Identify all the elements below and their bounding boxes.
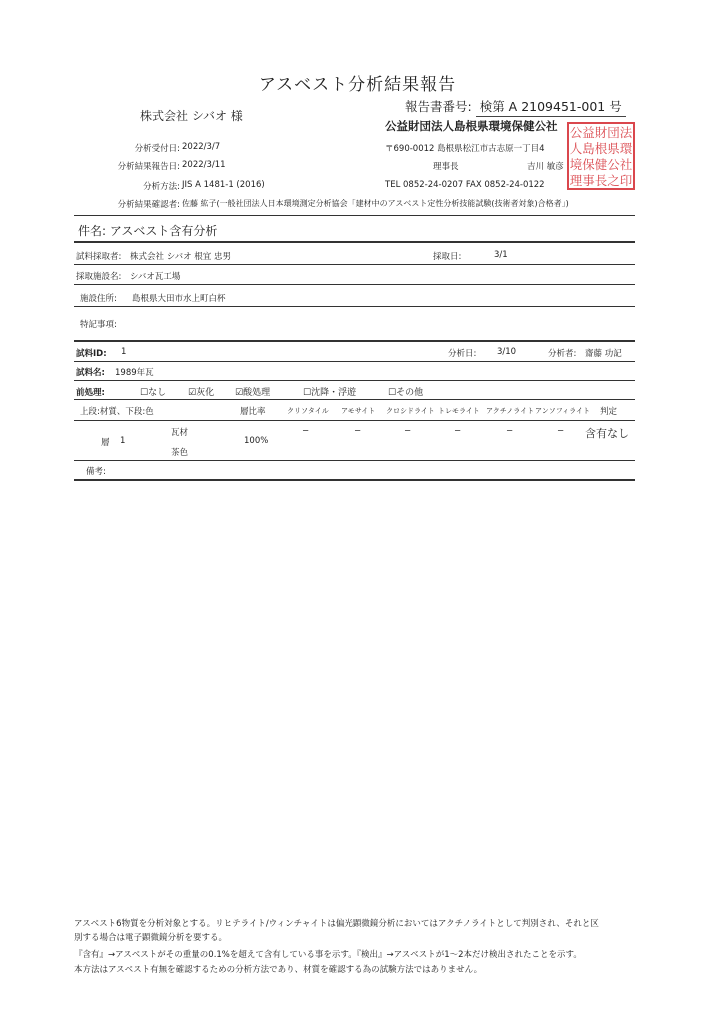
subject-value: アスベスト含有分析 <box>109 224 218 238</box>
result-actinolite: − <box>506 426 514 436</box>
document-title: アスベスト分析結果報告 <box>258 75 457 95</box>
layer-number: 1 <box>120 436 126 446</box>
footer-line: 『含有』→アスベストがその重量の0.1%を超えて含有している事を示す。『検出』→アスベストが1〜2本だけ検出されたことを示す。 <box>74 950 582 960</box>
report-date-label: 分析結果報告日: <box>117 162 180 172</box>
analyst-label: 分析者: <box>548 349 577 359</box>
table-header-material: 上段:材質、下段:色 <box>80 407 154 417</box>
seal-line: 境保健公社 <box>569 157 633 172</box>
report-number-label: 報告書番号: <box>405 99 472 114</box>
divider <box>74 284 635 285</box>
analysis-date-label: 分析日: <box>448 349 477 359</box>
footer-line: 別する場合は電子顕微鏡分析を要する。 <box>74 933 228 943</box>
table-header-judgement: 判定 <box>600 407 618 417</box>
client-name: 株式会社 シバオ 様 <box>140 109 243 123</box>
sampler-value: 株式会社 シバオ 根宜 忠男 <box>130 252 232 262</box>
method-value: JIS A 1481-1 (2016) <box>182 180 265 190</box>
divider <box>74 340 635 342</box>
report-number <box>405 97 626 117</box>
notes-label: 備考: <box>86 467 106 477</box>
layer-material: 瓦材 <box>171 428 189 438</box>
analyst-value: 齋藤 功記 <box>585 349 622 359</box>
sampling-date-label: 採取日: <box>433 252 462 262</box>
checkbox-icon: ☐ <box>140 388 149 398</box>
confirmer-value: 佐藤 紘子(一般社団法人日本環境測定分析協会「建材中のアスベスト定性分析技能試験(技術者対象)合格者」) <box>182 199 569 208</box>
pretreatment-option-sedimentation <box>303 385 356 398</box>
checkbox-icon: ☐ <box>303 388 312 398</box>
organization-name: 公益財団法人島根県環境保健公社 <box>385 119 558 133</box>
report-number-value: 検第 A 2109451-001 号 <box>476 97 626 117</box>
result-anthophyllite: − <box>557 426 565 436</box>
sample-id-label: 試料ID: <box>76 349 107 359</box>
table-header-anthophyllite: アンソフィライト <box>535 407 590 415</box>
organization-address: 〒690-0012 島根県松江市古志原一丁目4 <box>385 144 545 154</box>
table-header-actinolite: アクチノライト <box>486 407 535 415</box>
pretreatment-option-ashing <box>188 385 214 398</box>
pretreatment-option-acid <box>235 385 270 398</box>
sample-name-label: 試料名: <box>76 368 105 378</box>
director-title: 理事長 <box>433 162 459 172</box>
checkbox-checked-icon: ☑ <box>188 388 197 398</box>
pretreatment-label: 前処理: <box>76 388 105 398</box>
pretreatment-option-label: 酸処理 <box>243 388 271 398</box>
divider <box>74 241 635 243</box>
sample-id-value: 1 <box>121 347 127 357</box>
seal-line: 公益財団法 <box>569 125 633 140</box>
checkbox-icon: ☐ <box>388 388 397 398</box>
pretreatment-option-label: その他 <box>396 388 424 398</box>
facility-value: シバオ瓦工場 <box>130 272 181 282</box>
seal-line: 理事長之印 <box>569 173 633 188</box>
result-chrysotile: − <box>302 426 310 436</box>
sampling-date-value: 3/1 <box>494 250 508 260</box>
method-label: 分析方法: <box>143 182 180 192</box>
divider <box>74 264 635 265</box>
layer-ratio: 100% <box>244 436 269 446</box>
table-header-tremolite: トレモライト <box>438 407 480 415</box>
remarks-label: 特記事項: <box>80 320 117 330</box>
divider <box>74 215 635 216</box>
pretreatment-option-label: 沈降・浮遊 <box>311 388 357 398</box>
divider <box>74 361 635 362</box>
divider <box>74 306 635 307</box>
address-value: 島根県大田市水上町白杯 <box>132 294 226 304</box>
director-name: 吉川 敏彦 <box>527 162 564 172</box>
official-seal <box>567 122 635 190</box>
received-value: 2022/3/7 <box>182 142 221 152</box>
report-date-value: 2022/3/11 <box>182 160 226 170</box>
confirmer-label: 分析結果確認者: <box>117 200 180 210</box>
subject-label: 件名: <box>78 224 107 238</box>
pretreatment-option-label: 灰化 <box>196 388 215 398</box>
layer-color: 茶色 <box>171 448 189 458</box>
sampler-label: 試料採取者: <box>76 252 122 262</box>
checkbox-checked-icon: ☑ <box>235 388 244 398</box>
table-header-chrysotile: クリソタイル <box>287 407 329 415</box>
pretreatment-option-none <box>140 385 166 398</box>
subject <box>78 222 217 239</box>
facility-label: 採取施設名: <box>76 272 122 282</box>
pretreatment-option-label: なし <box>148 388 167 398</box>
divider <box>74 399 635 400</box>
layer-label: 層 <box>101 438 110 448</box>
sample-name-value: 1989年瓦 <box>115 368 154 378</box>
footer-line: 本方法はアスベスト有無を確認するための分析方法であり、材質を確認する為の試験方法ではありません。 <box>74 965 483 975</box>
result-tremolite: − <box>454 426 462 436</box>
divider <box>74 479 635 481</box>
seal-line: 人島根県環 <box>569 141 633 156</box>
table-header-ratio: 層比率 <box>240 407 266 417</box>
address-label: 施設住所: <box>80 294 117 304</box>
judgement-value: 含有なし <box>585 427 629 440</box>
received-label: 分析受付日: <box>134 144 180 154</box>
divider <box>74 460 635 461</box>
table-header-crocidolite: クロシドライト <box>386 407 435 415</box>
analysis-date-value: 3/10 <box>497 347 517 357</box>
result-crocidolite: − <box>404 426 412 436</box>
divider <box>74 380 635 381</box>
footer-line: アスベスト6物質を分析対象とする。リヒテライト/ウィンチャイトは偏光顕微鏡分析においてはアクチノライトとして判別され、それと区 <box>74 919 599 929</box>
result-amosite: − <box>354 426 362 436</box>
pretreatment-option-other <box>388 385 423 398</box>
organization-contact: TEL 0852-24-0207 FAX 0852-24-0122 <box>385 180 545 190</box>
table-header-amosite: アモサイト <box>341 407 376 415</box>
divider <box>74 420 635 421</box>
